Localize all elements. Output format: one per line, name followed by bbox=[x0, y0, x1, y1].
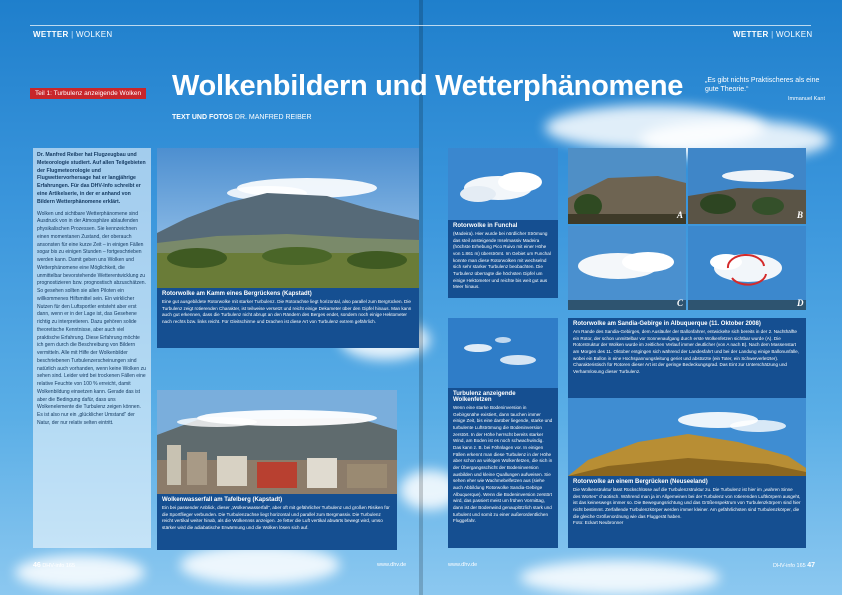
caption-kapstadt bbox=[157, 288, 419, 348]
page-number: 46 bbox=[33, 562, 41, 569]
page-number: 47 bbox=[807, 562, 816, 569]
caption-text: (Madeira). Hier wurde bei nördlicher Strömung das steil ansteigende Inselmassiv Madeira (höchste Erhebung Pico Ruivo mit einer Höhe von 1.861 m) überströmt. Im Gebiet um Funchal konnte man diese Rotorwolken mit wechselnd sich sehr starker Turbulenz beobachten. Die Turbulenz überragte die höchsten Gipfel um einige Hektometer und reichte bis weit gut aus Meer hinaus. bbox=[453, 231, 551, 290]
sandia-panel-a bbox=[568, 148, 686, 224]
caption-text: Eine gut ausgebildete Rotorwolke mit starker Turbulenz. Die Rotorachse liegt horizontal, also parallel zum Bergrücken. Die Turbulenz zeigt rotierenden Charakter, ist teilweise versetzt und reicht einige Dekameter über den Gipfel hinaus. Man kann auch gut erkennen, dass die Turbulenz nicht abrupt an den Rändern des Berges endet, sondern noch einige Hektometer nach rechts bzw. links reicht. Für Gleitschirme und Drachen ist diese Art von Turbulenz extrem gefährlich. bbox=[162, 299, 412, 324]
byline-prefix: TEXT UND FOTOS bbox=[172, 114, 233, 121]
pull-quote bbox=[705, 76, 825, 103]
caption-title: Turbulenz anzeigende Wolkenfetzen bbox=[453, 391, 516, 403]
body-text: Wolken und sichtbare Wetterphänomene sind Ausdruck von in der Atmosphäre ablaufenden physikalischen Prozessen. Sie kennzeichnen einen momentanen Zustand, der oberauch ansonsten für eine kurze Zeit – in einigen Fällen sogar bis zu einigen Stunden – fortgeschrieben werden kann. Damit geben uns Wolken und Wetterphänomene eine Möglichkeit, die unmittelbar bevorstehende Wetterentwicklung zu prognostizieren bzw. prognostisch abzuschätzen. So gesehen sollten sie allen Piloten ein willkommenes Hilfsmittel sein. Ein wirklicher Nutzen für den Luftsportler entsteht aber erst dann, wenn er in der Lage ist, das Gesehene richtig zu interpretieren. Dazu gehören solide theoretische Kenntnisse, aber auch viel praktische Erfahrung. Diese Erfahrung möchte ich gern durch die Beschreibung von Bildern vermitteln. Alle mit Hilfe der Wolkenbilder beschriebenen Turbulenzerscheinungen sind natürlich auch vorhanden, wenn keine Wolken zu sehen sind. Leider wird bei trockenen Fällen eine relative Feuchte von 100 % erreicht, damit Wolkenbildung einsetzen kann. Gerade das ist aber die Bedingung dafür, dass uns Wolkenelemente die Turbulenz zeigen können. Es ist also nur ein „glücklicher Umstand“ der Natur, der nur relativ selten eintritt. bbox=[37, 210, 146, 426]
caption-text: Wenn eine starke Bodeninversion in Gebirgsnähe existiert, dann tauchen immer einige Zeit, bis eine darüber liegende, starke und turbulente Luftströmung die Bodeninversion zerstört. In der Höhe herrscht bereits starker Wind, am Boden ist es noch schwachwindig. Das kann z. B. bei Föhnlagen vor. In einigen Fällen erkennt man diese Turbulenz in der Höhe aber schon an wirkigen Wolkenfetzen, die sich in der Übergangsschicht der Bodeninversion ausbilden und kleine Quallungen aufweisen. Sie sehen eher wie Wachmebelfetzen aus (siehe auch Abbildung Rotorwolke Sandia-Gebirge Albuquerque). Wenn die Bodeninversion zerstört wird, das passiert meist um frühen Vormittag, dann ist der Bodenwind genauplötzlich stark und turbulent und somit zu einer außerordentlichen Fluggefahr. bbox=[453, 405, 553, 524]
section-tag bbox=[733, 30, 813, 39]
byline bbox=[172, 114, 312, 121]
caption-title: Rotorwolke am Sandia-Gebirge in Albuquerque (11. Oktober 2008) bbox=[573, 321, 761, 327]
page-folio-left bbox=[33, 562, 75, 569]
quote-author: Immanuel Kant bbox=[788, 96, 825, 103]
issue-label: DHV-info 165 bbox=[773, 563, 806, 569]
photo-credit: Foto: Eckart Neubronner bbox=[573, 520, 624, 526]
quote-text: „Es gibt nichts Praktischeres als eine gute Theorie.“ bbox=[705, 77, 820, 94]
tafelberg-city-image bbox=[157, 390, 397, 494]
page-folio-right bbox=[773, 562, 815, 569]
funchal-sky-image bbox=[448, 148, 558, 220]
section-name: WETTER bbox=[733, 30, 769, 39]
caption-sandia bbox=[568, 318, 806, 398]
section-separator: | bbox=[71, 30, 77, 39]
caption-title: Wolkenwasserfall am Tafelberg (Kapstadt) bbox=[162, 497, 283, 503]
page-url-left: www.dhv.de bbox=[377, 562, 407, 568]
photo-label-d: D bbox=[797, 298, 804, 308]
photo-wolkenfetzen bbox=[448, 318, 558, 388]
photo-tafelberg bbox=[157, 390, 397, 494]
caption-title: Rotorwolke an einem Bergrücken (Neuseeland) bbox=[573, 479, 708, 485]
header-rule bbox=[421, 25, 811, 26]
photo-label-b: B bbox=[797, 210, 804, 220]
photo-kapstadt-rotor bbox=[157, 148, 419, 288]
subsection-name: WOLKEN bbox=[776, 30, 813, 39]
photo-label-a: A bbox=[677, 210, 684, 220]
subsection-name: WOLKEN bbox=[76, 30, 113, 39]
section-name: WETTER bbox=[33, 30, 69, 39]
header-rule bbox=[30, 25, 421, 26]
caption-text: Am Rande des Sandia-Gebirges, dem Ausläufer der Ballonfahrer, entwickelte sich bereits in der 2. Nachthälfte ein Rotor, der schon unmittelbar vor Sonnenaufgang durch erste Wolkenfetzen sichtbar wurde (A). Die Rotorstruktur der Wolken wurde im zeitlichen Verlauf immer deutlicher (von A nach B). Nach dem Massenstart am Morgen des 11. Oktober entgingen sich während der Landesfahrt und bei der Landung einige Ballonunfälle, wobei ein Ballon in eine Hochspannungsleitung geriet und abstürzte (ein Toter, ein Schwerverletzter). Charakteristisch für Rotoren dieser Art ist der geringe Bedeckungsgrad. Das Eint zur Unterschätzung und Verharmlosung dieser Turbulenz. bbox=[573, 329, 799, 374]
sandia-panel-c bbox=[568, 226, 686, 310]
byline-author: DR. MANFRED REIBER bbox=[234, 114, 312, 121]
sandia-panel-d bbox=[688, 226, 806, 310]
kapstadt-landscape-image bbox=[157, 148, 419, 288]
caption-funchal bbox=[448, 220, 558, 298]
caption-turbulenz bbox=[448, 388, 558, 548]
author-intro: Dr. Manfred Reiber hat Flugzeugbau und Meteorologie studiert. Auf allen Teilgebieten der Flugmeteorologie und Flugwettervorhersage hat er langjährige Erfahrungen. Für das DHV-Info schreibt er eine Artikelserie, in der er anhand von Bildern Wetterphänomene erklärt. bbox=[37, 152, 146, 205]
caption-title: Rotorwolke am Kamm eines Bergrückens (Kapstadt) bbox=[162, 291, 312, 297]
caption-tafelberg bbox=[157, 494, 397, 550]
photo-label-c: C bbox=[677, 298, 684, 308]
neuseeland-ridge-image bbox=[568, 398, 806, 476]
article-headline: Wolkenbildern und Wetterphänomene bbox=[172, 70, 684, 102]
issue-label: DHV-info 165 bbox=[42, 563, 76, 569]
caption-text: Ein bei passender Anblick, dieser „Wolkenwasserfall“, aber oft mit gefährlicher Turbulenz und großen Risiken für die Sportflieger verbunden. Die Turbulenzachse liegt horizontal und parallel zum Bergmassiv. Die Turbulenz reicht vertikal weiter hinab, als die Wolkennss anzeigen. Je fetter die Luft vertikal abwärts bewegt wird, umso stärker wird die adiabatische Erwärmung und die Wolken lösen sich auf. bbox=[162, 505, 390, 530]
photo-sandia-b bbox=[688, 148, 806, 224]
page-url-right: www.dhv.de bbox=[448, 562, 478, 568]
section-separator: | bbox=[771, 30, 777, 39]
section-tag bbox=[33, 30, 113, 39]
photo-sandia-c bbox=[568, 226, 686, 310]
sandia-panel-b bbox=[688, 148, 806, 224]
caption-text: Die Wolkenstruktur lässt Rückschlüsse auf die Turbulenzstruktur zu. Die Turbulenz ist hier im „wahren Sinne des Wortes“ chaotisch. Während man ja im Allgemeinen bei der Turbulenz von rotierenden Luftkörpern ausgeht, ist das keineswegs immer so. Die Bewegungsrichtung und das Größenspektrum von Turbulenzkörpern sind hier nicht bestimmt. Zerfallende Turbulenzkörper werden immer kleiner. Am gefährlichsten sind Turbulenzkörper, die die gleiche Größenordnung wie das Fluggerät haben. bbox=[573, 487, 801, 519]
photo-sandia-a bbox=[568, 148, 686, 224]
photo-funchal bbox=[448, 148, 558, 220]
caption-neuseeland bbox=[568, 476, 806, 548]
series-tag: Teil 1: Turbulenz anzeigende Wolken bbox=[30, 88, 146, 99]
wolkenfetzen-image bbox=[448, 318, 558, 388]
caption-title: Rotorwolke in Funchal bbox=[453, 223, 518, 229]
photo-sandia-d bbox=[688, 226, 806, 310]
photo-neuseeland bbox=[568, 398, 806, 476]
intro-column bbox=[33, 148, 151, 548]
